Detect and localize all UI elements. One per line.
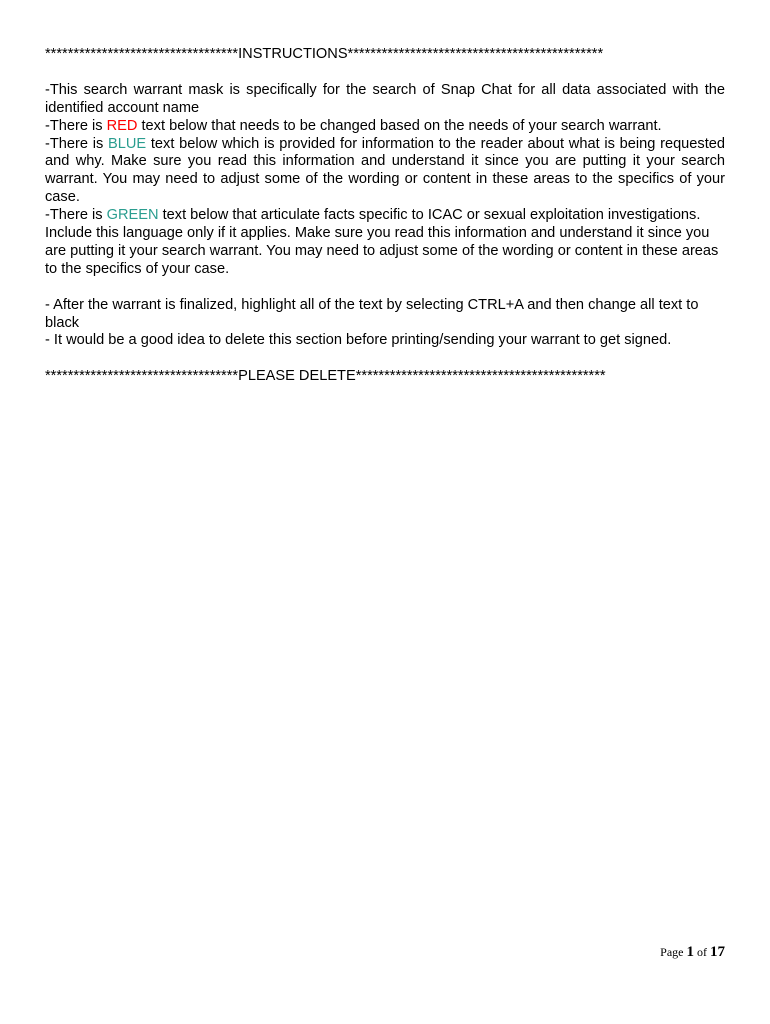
instruction-item-blue <box>45 136 725 208</box>
instruction-text: -There is <box>45 117 107 134</box>
total-pages-number: 17 <box>710 944 725 960</box>
instruction-text: text below that needs to be changed based on the needs of your search warrant. <box>137 117 662 134</box>
instruction-item-snapchat: -This search warrant mask is specifically for the search of Snap Chat for all data associated with the identified account name <box>45 81 725 116</box>
green-highlight-word: GREEN <box>106 207 159 224</box>
please-delete-banner: **********************************PLEASE DELETE******************************************** <box>45 368 606 385</box>
page-word: Page <box>660 945 684 959</box>
instruction-item-red <box>45 118 725 136</box>
instruction-item-ctrl-a: - After the warrant is finalized, highlight all of the text by selecting CTRL+A and then change all text to black <box>45 296 699 331</box>
instruction-item-green <box>45 207 725 279</box>
of-word: of <box>697 945 707 959</box>
spacer <box>45 279 725 297</box>
current-page-number: 1 <box>686 944 694 960</box>
red-highlight-word: RED <box>106 117 138 134</box>
instruction-text: -There is <box>45 207 107 224</box>
instruction-item-delete-section: - It would be a good idea to delete this section before printing/sending your warrant to get signed. <box>45 332 672 349</box>
instruction-text: text below that articulate facts specific to ICAC or sexual exploitation investigations. <box>158 207 701 224</box>
instruction-text: -There is <box>45 135 108 152</box>
spacer <box>45 350 725 368</box>
page-number-footer <box>660 944 725 961</box>
instruction-text: text below which is provided for information to the reader about what is being requested and why. Make sure you read this information and understand it since you are putting it your search warrant. You may need to adjust some of the wording or content in these areas to the specifics of your case. <box>45 135 725 206</box>
instruction-text: Include this language only if it applies. Make sure you read this information and understand it since you are putting it your search warrant. You may need to adjust some of the wording or content in these areas to the specifics of your case. <box>45 225 719 277</box>
blue-highlight-word: BLUE <box>108 135 147 152</box>
instructions-section <box>45 46 725 386</box>
spacer <box>45 64 725 82</box>
instructions-header-banner: **********************************INSTRUCTIONS********************************************* <box>45 46 604 62</box>
